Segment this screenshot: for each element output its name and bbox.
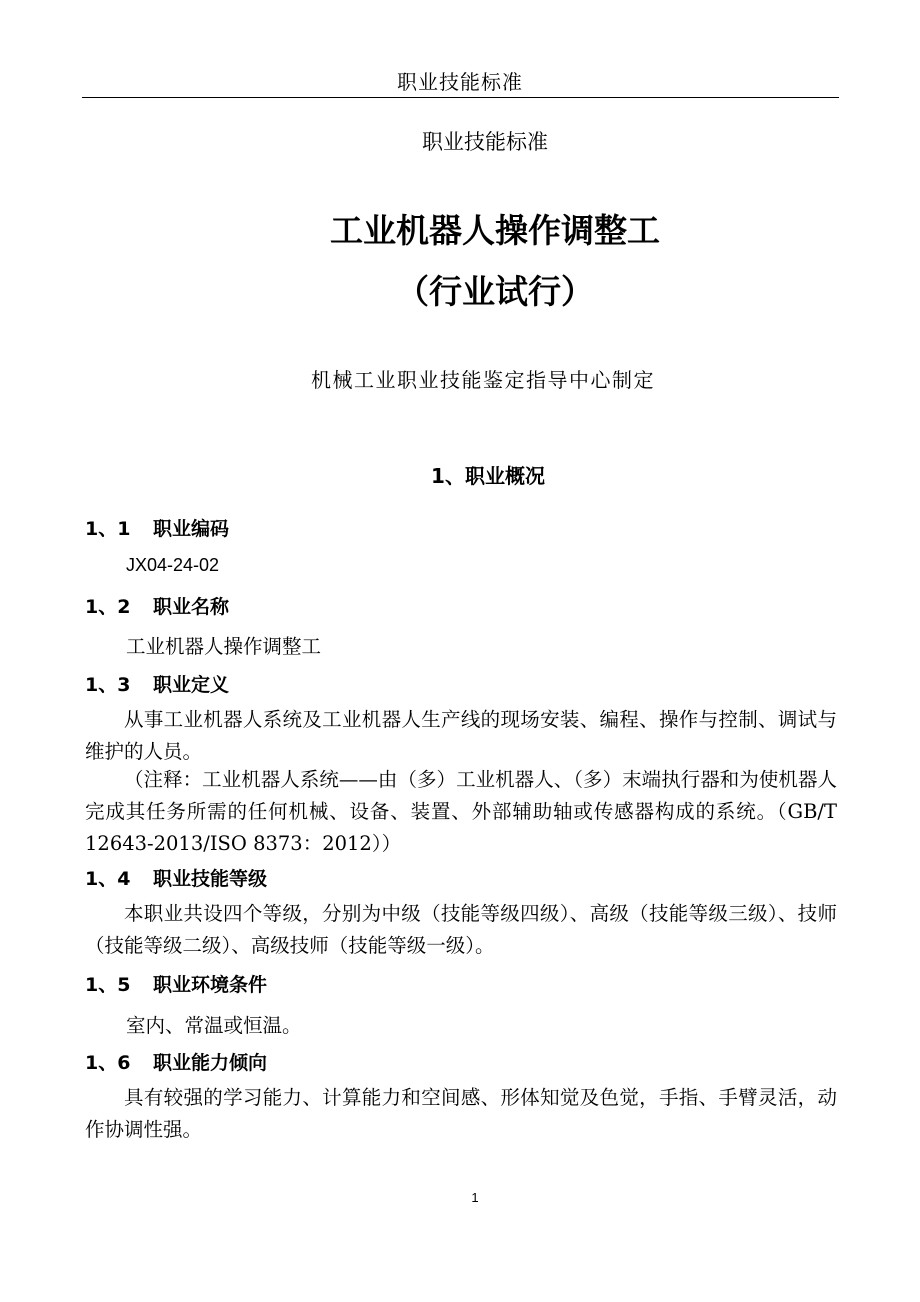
header-divider (82, 97, 839, 98)
subsection-title: 职业环境条件 (153, 974, 268, 996)
subsection-title: 职业名称 (153, 596, 230, 618)
section-heading: 1、职业概况 (431, 464, 545, 488)
document-subtitle: 职业技能标准 (422, 130, 548, 154)
definition-note: （注释：工业机器人系统——由（多）工业机器人、（多）末端执行器和为使机器人完成其任务所需的任何机械、设备、装置、外部辅助轴或传感器构成的系统。（GB/T 12643-2013/ISO 8373：2012）） (85, 768, 837, 855)
subsection-title: 职业编码 (153, 518, 230, 540)
running-header: 职业技能标准 (397, 70, 523, 94)
aptitude-paragraph: 具有较强的学习能力、计算能力和空间感、形体知觉及色觉，手指、手臂灵活，动作协调性强。 (85, 1086, 837, 1141)
subsection-heading-levels (85, 864, 267, 891)
subsection-number: 1、1 (85, 518, 131, 540)
subsection-number: 1、5 (85, 974, 131, 996)
definition-paragraph: 从事工业机器人系统及工业机器人生产线的现场安装、编程、操作与控制、调试与维护的人员。 (85, 708, 837, 763)
subsection-number: 1、4 (85, 868, 131, 890)
environment-text: 室内、常温或恒温。 (126, 1014, 302, 1037)
subsection-number: 1、6 (85, 1052, 131, 1074)
subsection-heading-definition (85, 670, 229, 697)
subsection-heading-aptitude (85, 1048, 267, 1075)
subsection-number: 1、2 (85, 596, 131, 618)
subsection-title: 职业能力倾向 (153, 1052, 268, 1074)
subsection-heading-code (85, 514, 229, 541)
issuing-organization: 机械工业职业技能鉴定指导中心制定 (311, 368, 655, 392)
subsection-heading-environment (85, 970, 267, 997)
document-title-note: （行业试行） (396, 272, 594, 311)
document-title: 工业机器人操作调整工 (330, 211, 660, 250)
subsection-number: 1、3 (85, 674, 131, 696)
occupation-code: JX04-24-02 (126, 555, 220, 575)
subsection-heading-name (85, 592, 229, 619)
occupation-name: 工业机器人操作调整工 (126, 635, 322, 658)
levels-paragraph: 本职业共设四个等级，分别为中级（技能等级四级）、高级（技能等级三级）、技师（技能等级二级）、高级技师（技能等级一级）。 (85, 902, 837, 957)
subsection-title: 职业技能等级 (153, 868, 268, 890)
page-number: 1 (471, 1190, 479, 1205)
subsection-title: 职业定义 (153, 674, 230, 696)
